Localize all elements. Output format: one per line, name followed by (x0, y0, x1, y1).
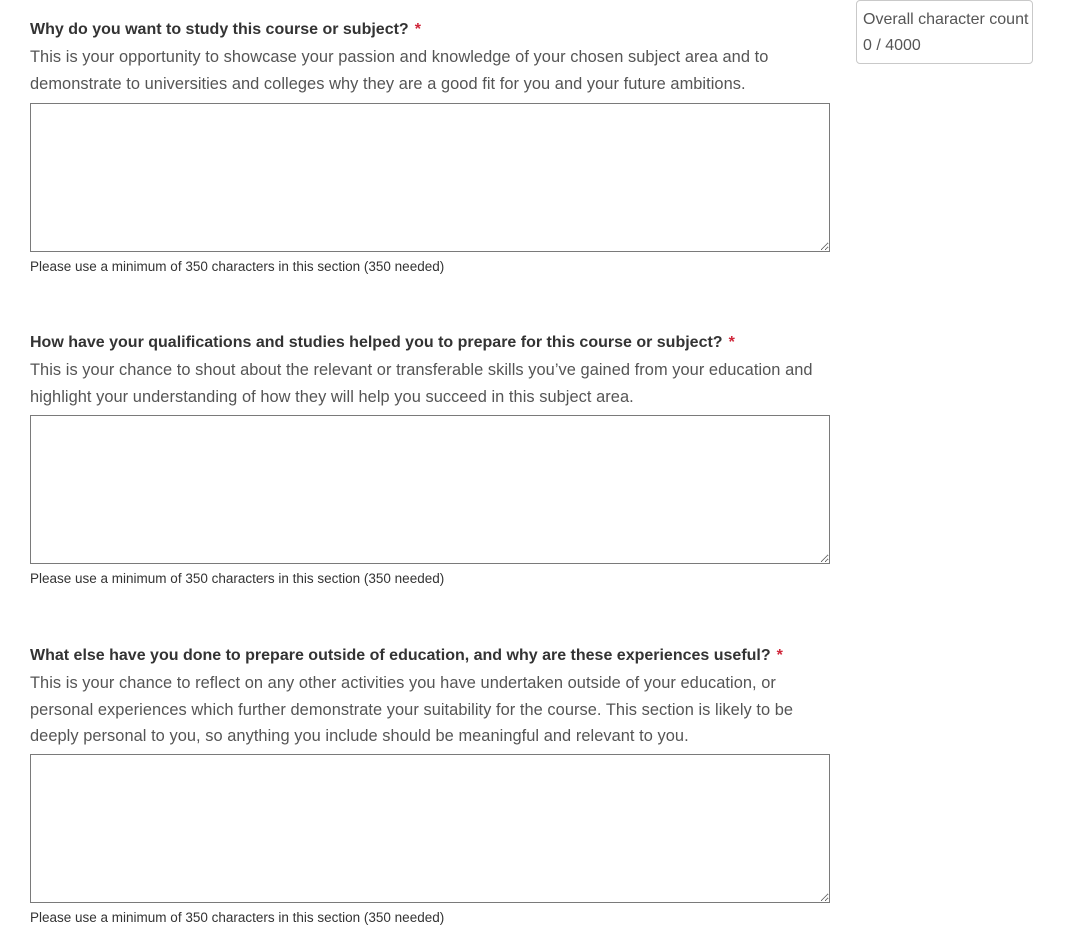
minimum-characters-hint: Please use a minimum of 350 characters in this section (350 needed) (30, 910, 445, 925)
question-title (30, 333, 830, 353)
minimum-characters-hint: Please use a minimum of 350 characters in this section (350 needed) (30, 259, 445, 274)
character-count-label: Overall character count (863, 11, 1029, 28)
question-description: This is your chance to shout about the relevant or transferable skills you’ve gained from your education and highlight your understanding of how they will help you succeed in this subject area. (30, 361, 813, 406)
required-indicator: * (414, 21, 421, 38)
required-indicator: * (776, 647, 783, 664)
required-indicator: * (728, 334, 735, 351)
answer-textarea-why-study[interactable] (30, 103, 830, 252)
section-why-study (30, 20, 830, 274)
answer-textarea-qualifications[interactable] (30, 415, 830, 564)
question-title (30, 20, 830, 40)
minimum-characters-hint: Please use a minimum of 350 characters in this section (350 needed) (30, 571, 445, 586)
question-title-text: How have your qualifications and studies helped you to prepare for this course or subject? (30, 334, 723, 351)
question-description: This is your chance to reflect on any other activities you have undertaken outside of your education, or personal experiences which further demonstrate your suitability for the course. This section is likely to be deeply personal to you, so anything you include should be meaningful and relevant to you. (30, 674, 794, 745)
answer-textarea-outside-education[interactable] (30, 754, 830, 903)
question-title (30, 646, 830, 666)
question-description: This is your opportunity to showcase your passion and knowledge of your chosen subject area and to demonstrate to universities and colleges why they are a good fit for you and your future ambitions. (30, 48, 769, 93)
character-count-value: 0 / 4000 (863, 37, 921, 54)
question-title-text: Why do you want to study this course or subject? (30, 21, 409, 38)
section-outside-education (30, 646, 830, 925)
question-title-text: What else have you done to prepare outside of education, and why are these experiences useful? (30, 647, 771, 664)
overall-character-count (856, 0, 1033, 64)
section-qualifications (30, 333, 830, 586)
